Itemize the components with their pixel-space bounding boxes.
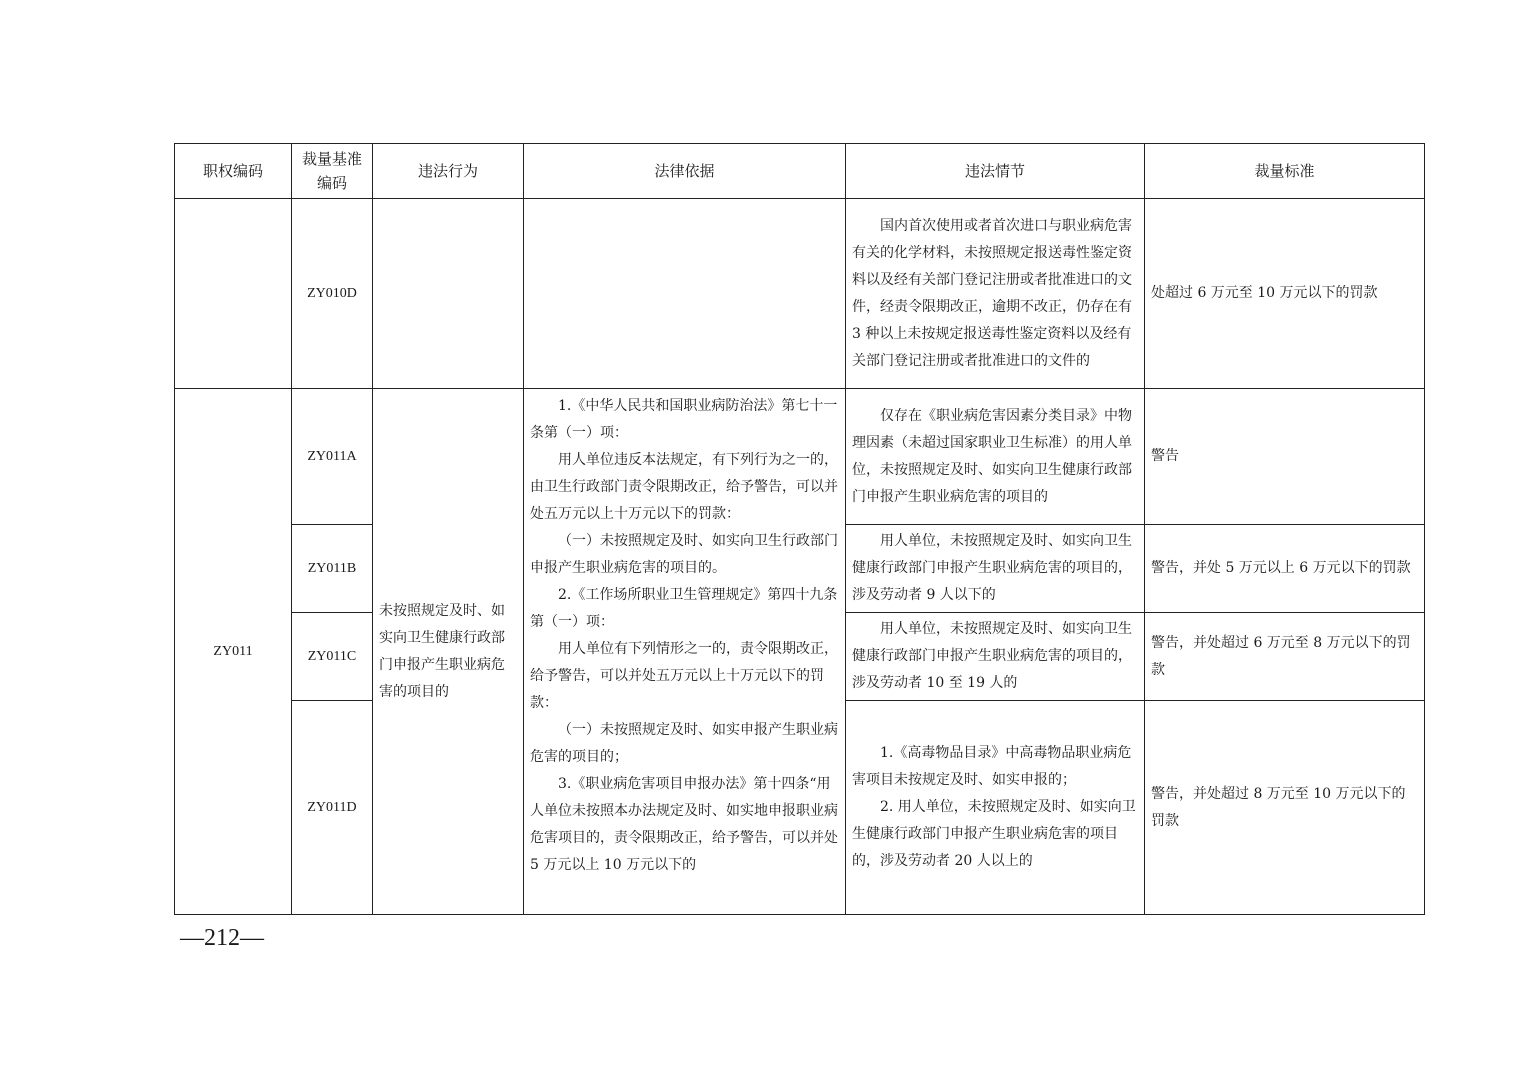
- table-row: [175, 199, 1425, 389]
- standard-code-cell: ZY011A: [292, 389, 373, 525]
- standard-cell: [1145, 389, 1425, 525]
- header-circumstance: 违法情节: [846, 144, 1145, 199]
- circumstance-text: 2. 用人单位，未按照规定及时、如实向卫生健康行政部门申报产生职业病危害的项目的，涉及劳动者 20 人以上的: [852, 799, 1136, 869]
- standard-cell: [1145, 613, 1425, 701]
- header-standard-code-label: 裁量基准编码: [302, 150, 363, 192]
- header-violation: 违法行为: [373, 144, 524, 199]
- violation-text: 未按照规定及时、如实向卫生健康行政部门申报产生职业病危害的项目的: [379, 602, 505, 700]
- header-legal-basis: 法律依据: [524, 144, 846, 199]
- violation-cell-empty: [373, 199, 524, 389]
- circumstance-cell: [846, 613, 1145, 701]
- page-number: —212—: [180, 925, 264, 951]
- standard-text: 警告，并处超过 8 万元至 10 万元以下的罚款: [1151, 785, 1406, 829]
- standard-text: 警告: [1151, 448, 1179, 464]
- header-standard-code: [292, 144, 373, 199]
- circumstance-text: 国内首次使用或者首次进口与职业病危害有关的化学材料，未按照规定报送毒性鉴定资料以及经有关部门登记注册或者批准进口的文件，经责令限期改正，逾期不改正，仍存在有 3 种以上未按规定报送毒性鉴定资料以及经有关部门登记注册或者批准进口的文件的: [852, 217, 1132, 369]
- violation-cell: [373, 389, 524, 915]
- circumstance-text: 用人单位，未按照规定及时、如实向卫生健康行政部门申报产生职业病危害的项目的，涉及劳动者 9 人以下的: [852, 533, 1132, 603]
- circumstance-text: 用人单位，未按照规定及时、如实向卫生健康行政部门申报产生职业病危害的项目的，涉及劳动者 10 至 19 人的: [852, 621, 1132, 691]
- circumstance-content: [846, 737, 1144, 878]
- legal-basis-paragraph: 3.《职业病危害项目申报办法》第十四条“用人单位未按照本办法规定及时、如实地申报职业病危害项目的，责令限期改正，给予警告，可以并处 5 万元以上 10 万元以下的: [530, 776, 838, 873]
- legal-basis-paragraph: 用人单位有下列情形之一的，责令限期改正，给予警告，可以并处五万元以上十万元以下的罚款：: [530, 641, 838, 711]
- table-row: [175, 389, 1425, 525]
- header-standard: 裁量标准: [1145, 144, 1425, 199]
- legal-basis-content: [524, 389, 845, 879]
- legal-basis-paragraph: （一）未按照规定及时、如实向卫生行政部门申报产生职业病危害的项目的。: [530, 533, 838, 576]
- authority-code-cell-empty: [175, 199, 292, 389]
- legal-basis-cell-empty: [524, 199, 846, 389]
- standard-text: 警告，并处超过 6 万元至 8 万元以下的罚款: [1151, 634, 1411, 678]
- circumstance-cell: [846, 701, 1145, 915]
- standard-code-cell: ZY011B: [292, 525, 373, 613]
- circumstance-cell: [846, 199, 1145, 389]
- standard-code-cell: ZY010D: [292, 199, 373, 389]
- table-header-row: [175, 144, 1425, 199]
- standard-text: 处超过 6 万元至 10 万元以下的罚款: [1151, 285, 1378, 301]
- standard-text: 警告，并处 5 万元以上 6 万元以下的罚款: [1151, 560, 1411, 576]
- circumstance-text: 仅存在《职业病危害因素分类目录》中物理因素（未超过国家职业卫生标准）的用人单位，未按照规定及时、如实向卫生健康行政部门申报产生职业病危害的项目的: [852, 407, 1132, 505]
- legal-basis-paragraph: （一）未按照规定及时、如实申报产生职业病危害的项目的；: [530, 722, 838, 765]
- legal-basis-cell: [524, 389, 846, 915]
- circumstance-cell: [846, 389, 1145, 525]
- discretion-table: [174, 143, 1425, 915]
- legal-basis-paragraph: 2.《工作场所职业卫生管理规定》第四十九条第（一）项：: [530, 587, 838, 630]
- circumstance-cell: [846, 525, 1145, 613]
- circumstance-text: 1.《高毒物品目录》中高毒物品职业病危害项目未按规定及时、如实申报的；: [852, 745, 1132, 788]
- legal-basis-paragraph: 用人单位违反本法规定，有下列行为之一的，由卫生行政部门责令限期改正，给予警告，可以并处五万元以上十万元以下的罚款：: [530, 452, 838, 522]
- standard-cell: [1145, 701, 1425, 915]
- header-authority-code: 职权编码: [175, 144, 292, 199]
- authority-code-cell: ZY011: [175, 389, 292, 915]
- standard-code-cell: ZY011D: [292, 701, 373, 915]
- standard-code-cell: ZY011C: [292, 613, 373, 701]
- standard-cell: [1145, 525, 1425, 613]
- legal-basis-paragraph: 1.《中华人民共和国职业病防治法》第七十一条第（一）项：: [530, 398, 838, 441]
- standard-cell: [1145, 199, 1425, 389]
